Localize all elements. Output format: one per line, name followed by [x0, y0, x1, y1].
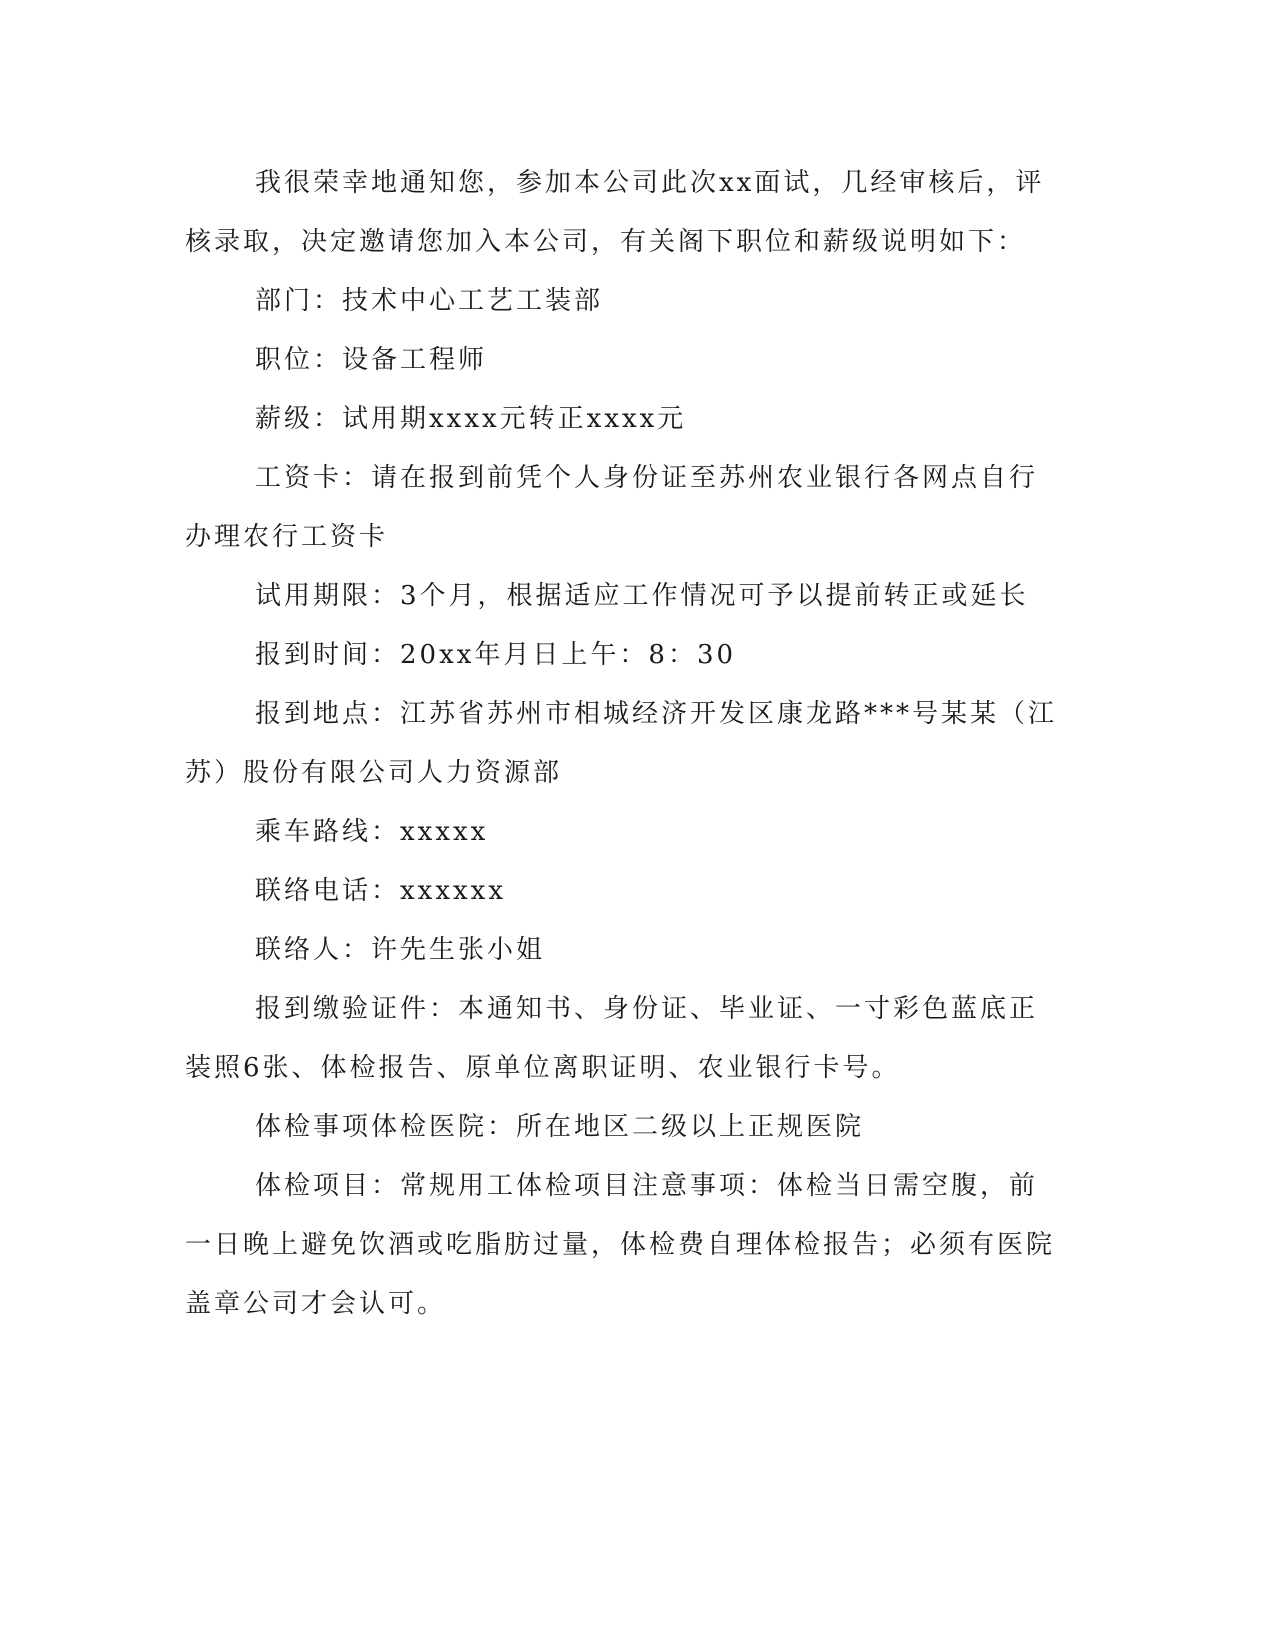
paragraph-report-location: 报到地点：江苏省苏州市相城经济开发区康龙路***号某某（江苏）股份有限公司人力资源部: [185, 699, 1058, 788]
paragraph-contact-person: 联络人：许先生张小姐: [255, 935, 546, 965]
paragraph-payroll-card: 工资卡：请在报到前凭个人身份证至苏州农业银行各网点自行办理农行工资卡: [185, 463, 1039, 552]
paragraph-medical-items: 体检项目：常规用工体检项目注意事项：体检当日需空腹，前一日晚上避免饮酒或吃脂肪过量，体检费自理体检报告；必须有医院盖章公司才会认可。: [185, 1171, 1056, 1319]
paragraph-department: 部门：技术中心工艺工装部: [255, 286, 604, 316]
paragraph-medical-hospital: 体检事项体检医院：所在地区二级以上正规医院: [255, 1112, 865, 1142]
paragraph-intro: 我很荣幸地通知您，参加本公司此次xx面试，几经审核后，评核录取，决定邀请您加入本公司，有关阁下职位和薪级说明如下：: [185, 168, 1045, 257]
paragraph-bus-route: 乘车路线：xxxxx: [255, 817, 489, 847]
paragraph-contact-phone: 联络电话：xxxxxx: [255, 876, 506, 906]
paragraph-documents: 报到缴验证件：本通知书、身份证、毕业证、一寸彩色蓝底正装照6张、体检报告、原单位离职证明、农业银行卡号。: [185, 994, 1039, 1083]
paragraph-report-time: 报到时间：20xx年月日上午：8：30: [255, 640, 737, 670]
document-body: [185, 154, 1065, 1334]
paragraph-salary: 薪级：试用期xxxx元转正xxxx元: [255, 404, 687, 434]
paragraph-probation: 试用期限：3个月，根据适应工作情况可予以提前转正或延长: [255, 581, 1029, 611]
paragraph-position: 职位：设备工程师: [255, 345, 488, 375]
